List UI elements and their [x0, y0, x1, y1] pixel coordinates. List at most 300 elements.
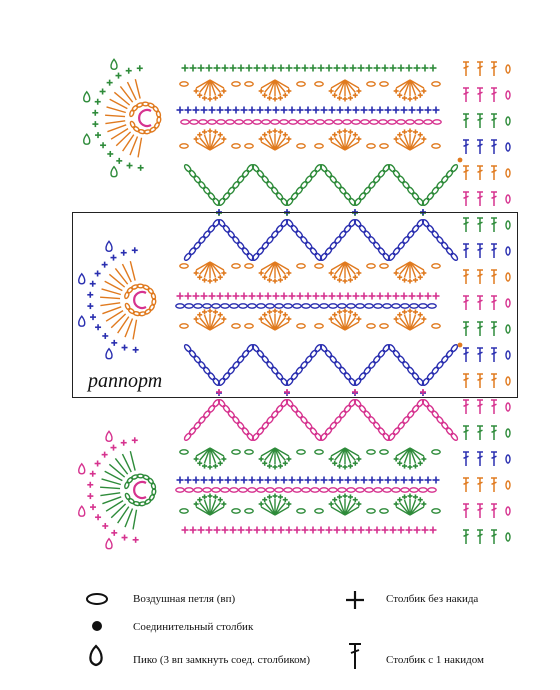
chain-stitch — [176, 488, 184, 492]
sc-stitch — [127, 163, 133, 169]
dc-stitch — [491, 530, 497, 544]
chain-stitch — [406, 120, 414, 124]
sc-stitch — [270, 527, 277, 534]
sc-stitch — [194, 89, 199, 94]
dc-stitch — [477, 62, 483, 76]
sc-stitch — [202, 464, 207, 469]
dc-stitch — [463, 426, 469, 440]
legend-dc-label: Столбик с 1 накидом — [386, 654, 485, 666]
sc-stitch — [337, 96, 342, 101]
sc-stitch — [329, 457, 334, 462]
sc-stitch — [213, 96, 218, 101]
sc-stitch — [90, 504, 96, 510]
chain-stitch — [368, 415, 377, 424]
chain-stitch — [241, 427, 250, 436]
chain-stitch — [380, 450, 388, 454]
sc-stitch — [294, 65, 301, 72]
chain-stitch — [232, 415, 241, 424]
chain-stitch — [348, 197, 357, 206]
sc-stitch — [366, 65, 373, 72]
sc-stitch — [218, 93, 223, 98]
sc-stitch — [208, 97, 213, 102]
sc-stitch — [278, 96, 283, 101]
chain-stitch — [416, 197, 425, 206]
sc-stitch — [267, 494, 272, 499]
sc-stitch — [397, 461, 402, 466]
chain-stitch — [315, 450, 323, 454]
sc-stitch — [267, 96, 272, 101]
sc-stitch — [209, 477, 216, 484]
sc-stitch — [397, 497, 402, 502]
legend-sc-label: Столбик без накида — [386, 593, 479, 605]
dc-stitch — [477, 192, 483, 206]
dc-stitch — [463, 166, 469, 180]
chain-stitch — [309, 427, 318, 436]
legend-slip-label: Соединительный столбик — [133, 621, 254, 633]
chain-stitch — [232, 180, 241, 189]
chain-stitch — [266, 415, 275, 424]
sc-stitch — [418, 93, 423, 98]
sc-stitch — [408, 494, 413, 499]
chain-stitch — [392, 427, 401, 436]
chain-stitch — [372, 421, 381, 430]
chain-stitch — [295, 186, 304, 195]
chain-stitch — [262, 120, 270, 124]
sc-stitch — [408, 97, 413, 102]
sc-stitch — [408, 129, 413, 134]
sc-stitch — [345, 477, 352, 484]
chain-stitch — [232, 509, 240, 513]
chain-stitch — [383, 488, 391, 492]
chain-stitch — [370, 120, 378, 124]
ring-dc — [102, 497, 121, 504]
sc-stitch — [353, 497, 358, 502]
sc-stitch — [414, 527, 421, 534]
chain-stitch — [431, 410, 440, 419]
sc-stitch — [394, 89, 399, 94]
sc-stitch — [289, 477, 296, 484]
sc-stitch — [197, 93, 202, 98]
sc-stitch — [337, 464, 342, 469]
sc-stitch — [102, 523, 108, 529]
chain-stitch — [208, 120, 216, 124]
sc-stitch — [353, 132, 358, 137]
sc-stitch — [310, 65, 317, 72]
sc-stitch — [238, 527, 245, 534]
sc-stitch — [417, 107, 424, 114]
chain-stitch — [227, 410, 236, 419]
sc-stitch — [329, 477, 336, 484]
dc-stitch — [477, 166, 483, 180]
sc-stitch — [111, 445, 117, 451]
sc-stitch — [343, 129, 348, 134]
sc-stitch — [398, 65, 405, 72]
chain-stitch — [131, 105, 138, 112]
sc-stitch — [409, 477, 416, 484]
sc-stitch — [197, 132, 202, 137]
sc-stitch — [111, 530, 117, 536]
chain-stitch — [202, 186, 211, 195]
sc-stitch — [382, 527, 389, 534]
start-loop — [139, 110, 151, 126]
chain-stitch — [387, 164, 396, 173]
chain-stitch — [222, 192, 231, 201]
sc-stitch — [262, 527, 269, 534]
sc-stitch — [390, 527, 397, 534]
chain-stitch — [316, 120, 324, 124]
chain-stitch — [280, 197, 289, 206]
sc-stitch — [377, 477, 384, 484]
sc-stitch — [329, 89, 334, 94]
sc-stitch — [425, 107, 432, 114]
chain-stitch — [236, 175, 245, 184]
ring-dc — [135, 79, 140, 98]
sc-stitch — [278, 494, 283, 499]
ring-dc — [138, 138, 141, 158]
picot-stitch — [106, 539, 112, 549]
sc-stitch — [116, 73, 122, 79]
picot-stitch — [111, 59, 117, 69]
dc-stitch — [463, 114, 469, 128]
dc-stitch — [477, 114, 483, 128]
chain-stitch — [397, 120, 405, 124]
chain-stitch — [402, 180, 411, 189]
sc-stitch — [342, 65, 349, 72]
chain-stitch — [436, 415, 445, 424]
sc-stitch — [377, 107, 384, 114]
sc-stitch — [262, 93, 267, 98]
sc-stitch — [262, 65, 269, 72]
chain-stitch — [406, 186, 415, 195]
chain-stitch — [266, 488, 274, 492]
sc-stitch — [302, 527, 309, 534]
sc-stitch — [213, 464, 218, 469]
sc-stitch — [87, 482, 93, 488]
chain-stitch — [245, 144, 253, 148]
rapport-label: раппорт — [88, 370, 163, 392]
chain-stitch — [348, 399, 357, 408]
chain-stitch — [183, 432, 192, 441]
chain-stitch — [203, 488, 211, 492]
sc-stitch — [246, 65, 253, 72]
sc-stitch — [202, 96, 207, 101]
sc-stitch — [218, 461, 223, 466]
sc-stitch — [382, 65, 389, 72]
sc-stitch — [329, 107, 336, 114]
sc-stitch — [116, 158, 122, 164]
sc-stitch — [337, 477, 344, 484]
dc-stitch — [477, 140, 483, 154]
sc-stitch — [393, 477, 400, 484]
sc-stitch — [217, 107, 224, 114]
chain-stitch — [280, 120, 288, 124]
chain-stitch — [329, 175, 338, 184]
chain-stitch — [297, 82, 305, 86]
chain-stitch — [241, 169, 250, 178]
sc-stitch — [283, 497, 288, 502]
sc-stitch — [397, 93, 402, 98]
sc-stitch — [430, 65, 437, 72]
chain-stitch — [311, 488, 319, 492]
sc-stitch — [194, 137, 199, 142]
chain-stitch — [363, 186, 372, 195]
sc-stitch — [95, 132, 101, 138]
sc-stitch — [342, 527, 349, 534]
sc-stitch — [318, 527, 325, 534]
sc-stitch — [348, 464, 353, 469]
sc-stitch — [409, 107, 416, 114]
sc-stitch — [337, 129, 342, 134]
chain-stitch — [506, 403, 510, 411]
dc-stitch — [491, 426, 497, 440]
sc-stitch — [100, 89, 106, 95]
dc-stitch — [463, 530, 469, 544]
sc-stitch — [249, 477, 256, 484]
dc-stitch — [463, 192, 469, 206]
chain-stitch — [445, 427, 454, 436]
chain-stitch — [261, 175, 270, 184]
chain-stitch — [338, 488, 346, 492]
chain-stitch — [212, 399, 221, 408]
sc-stitch — [313, 477, 320, 484]
chain-stitch — [309, 169, 318, 178]
chain-stitch — [198, 180, 207, 189]
legend — [0, 585, 560, 690]
sc-stitch — [257, 107, 264, 114]
sc-stitch — [413, 96, 418, 101]
sc-stitch — [326, 527, 333, 534]
sc-stitch — [138, 165, 144, 171]
sc-stitch — [343, 97, 348, 102]
chain-stitch — [147, 102, 155, 108]
ring-dc — [100, 487, 120, 488]
sc-stitch — [286, 457, 291, 462]
chain-stitch — [338, 410, 347, 419]
chain-stitch — [506, 65, 510, 73]
chain-stitch — [426, 192, 435, 201]
chain-stitch — [432, 509, 440, 513]
chain-stitch — [356, 488, 364, 492]
sc-stitch — [267, 464, 272, 469]
sc-stitch — [421, 457, 426, 462]
dc-stitch — [477, 504, 483, 518]
chain-stitch — [315, 82, 323, 86]
sc-stitch — [206, 65, 213, 72]
chain-stitch — [506, 507, 510, 515]
dc-stitch — [491, 504, 497, 518]
sc-stitch — [217, 477, 224, 484]
sc-stitch — [201, 477, 208, 484]
sc-stitch — [273, 494, 278, 499]
chain-stitch — [202, 410, 211, 419]
chain-stitch — [392, 488, 400, 492]
chain-stitch — [270, 186, 279, 195]
sc-stitch — [283, 132, 288, 137]
chain-stitch — [319, 164, 328, 173]
sc-stitch — [233, 477, 240, 484]
picot-icon — [86, 643, 106, 669]
chain-stitch — [142, 474, 150, 480]
sc-stitch — [182, 65, 189, 72]
sc-stitch — [286, 65, 293, 72]
sc-stitch — [394, 137, 399, 142]
chain-stitch — [129, 121, 135, 129]
chain-stitch — [367, 82, 375, 86]
chain-stitch — [199, 120, 207, 124]
sc-stitch — [321, 477, 328, 484]
picot-stitch — [84, 134, 90, 144]
chain-stitch — [147, 477, 154, 485]
chain-stitch — [198, 415, 207, 424]
chain-stitch — [506, 195, 510, 203]
chain-stitch — [295, 410, 304, 419]
chain-stitch — [506, 429, 510, 437]
single-crochet-icon — [344, 589, 366, 611]
picot-stitch — [106, 431, 112, 441]
sc-stitch — [294, 527, 301, 534]
ring-dc — [133, 510, 136, 530]
sc-stitch — [422, 527, 429, 534]
sc-stitch — [332, 461, 337, 466]
sc-stitch — [273, 465, 278, 470]
chain-stitch — [506, 533, 510, 541]
sc-stitch — [92, 121, 98, 127]
sc-stitch — [356, 502, 361, 507]
sc-stitch — [408, 465, 413, 470]
sc-stitch — [353, 461, 358, 466]
chain-stitch — [300, 180, 309, 189]
chain-stitch — [450, 432, 459, 441]
chain-stitch — [207, 192, 216, 201]
sc-stitch — [413, 494, 418, 499]
chain-stitch — [133, 126, 141, 133]
chain-stitch — [426, 404, 435, 413]
chain-stitch — [367, 450, 375, 454]
sc-stitch — [289, 107, 296, 114]
sc-stitch — [358, 527, 365, 534]
chain-stitch — [154, 122, 161, 130]
chain-stitch — [236, 421, 245, 430]
sc-stitch — [206, 527, 213, 534]
sc-stitch — [318, 65, 325, 72]
sc-stitch — [95, 461, 101, 467]
chain-stitch — [300, 415, 309, 424]
sc-stitch — [281, 107, 288, 114]
sc-stitch — [202, 129, 207, 134]
sc-stitch — [218, 132, 223, 137]
sc-stitch — [241, 477, 248, 484]
sc-stitch — [90, 471, 96, 477]
sc-stitch — [267, 129, 272, 134]
chain-stitch — [221, 488, 229, 492]
picot-stitch — [84, 92, 90, 102]
dc-stitch — [463, 140, 469, 154]
sc-stitch — [202, 494, 207, 499]
sc-stitch — [198, 65, 205, 72]
chain-stitch — [358, 404, 367, 413]
chain-stitch — [207, 404, 216, 413]
sc-stitch — [334, 527, 341, 534]
sc-stitch — [305, 477, 312, 484]
dc-stitch — [477, 530, 483, 544]
sc-stitch — [273, 477, 280, 484]
sc-stitch — [302, 65, 309, 72]
dc-stitch — [491, 452, 497, 466]
sc-stitch — [406, 527, 413, 534]
chain-stitch — [193, 175, 202, 184]
chain-stitch — [431, 186, 440, 195]
sc-stitch — [283, 461, 288, 466]
sc-stitch — [398, 527, 405, 534]
sc-stitch — [369, 477, 376, 484]
chain-stitch — [245, 82, 253, 86]
sc-stitch — [421, 502, 426, 507]
sc-stitch — [286, 502, 291, 507]
chain-stitch — [298, 120, 306, 124]
chain-stitch — [193, 421, 202, 430]
chain-stitch — [432, 82, 440, 86]
sc-stitch — [356, 137, 361, 142]
chain-stitch — [329, 488, 337, 492]
ring-dc — [100, 493, 120, 496]
sc-stitch — [197, 497, 202, 502]
sc-stitch — [430, 527, 437, 534]
chain-stitch — [397, 175, 406, 184]
sc-stitch — [394, 457, 399, 462]
chain-stitch — [506, 455, 510, 463]
chain-stitch — [506, 143, 510, 151]
chain-stitch — [149, 494, 156, 502]
sc-stitch — [343, 465, 348, 470]
sc-stitch — [418, 132, 423, 137]
chain-stitch — [388, 120, 396, 124]
ring-dc — [107, 107, 126, 113]
sc-stitch — [297, 107, 304, 114]
chain-stitch — [217, 120, 225, 124]
sc-stitch — [259, 137, 264, 142]
sc-stitch — [350, 527, 357, 534]
sc-stitch — [221, 457, 226, 462]
chain-stitch — [440, 175, 449, 184]
sc-stitch — [214, 65, 221, 72]
sc-stitch — [193, 107, 200, 114]
sc-stitch — [329, 502, 334, 507]
chain-stitch — [368, 180, 377, 189]
chain-stitch — [297, 144, 305, 148]
chain-stitch — [190, 120, 198, 124]
chain-stitch — [280, 399, 289, 408]
chain-stitch — [406, 410, 415, 419]
sc-stitch — [356, 457, 361, 462]
sc-stitch — [286, 527, 293, 534]
dc-stitch — [463, 452, 469, 466]
chain-stitch — [358, 192, 367, 201]
chain-stitch — [185, 488, 193, 492]
sc-stitch — [265, 107, 272, 114]
chain-stitch — [289, 120, 297, 124]
sc-stitch — [100, 142, 106, 148]
sc-stitch — [208, 465, 213, 470]
sc-stitch — [421, 89, 426, 94]
dc-stitch — [477, 400, 483, 414]
chain-stitch — [126, 477, 133, 484]
chain-stitch — [245, 450, 253, 454]
chain-stitch — [387, 432, 396, 441]
sc-stitch — [348, 494, 353, 499]
sc-stitch — [201, 107, 208, 114]
chain-stitch — [256, 169, 265, 178]
chain-stitch — [397, 421, 406, 430]
